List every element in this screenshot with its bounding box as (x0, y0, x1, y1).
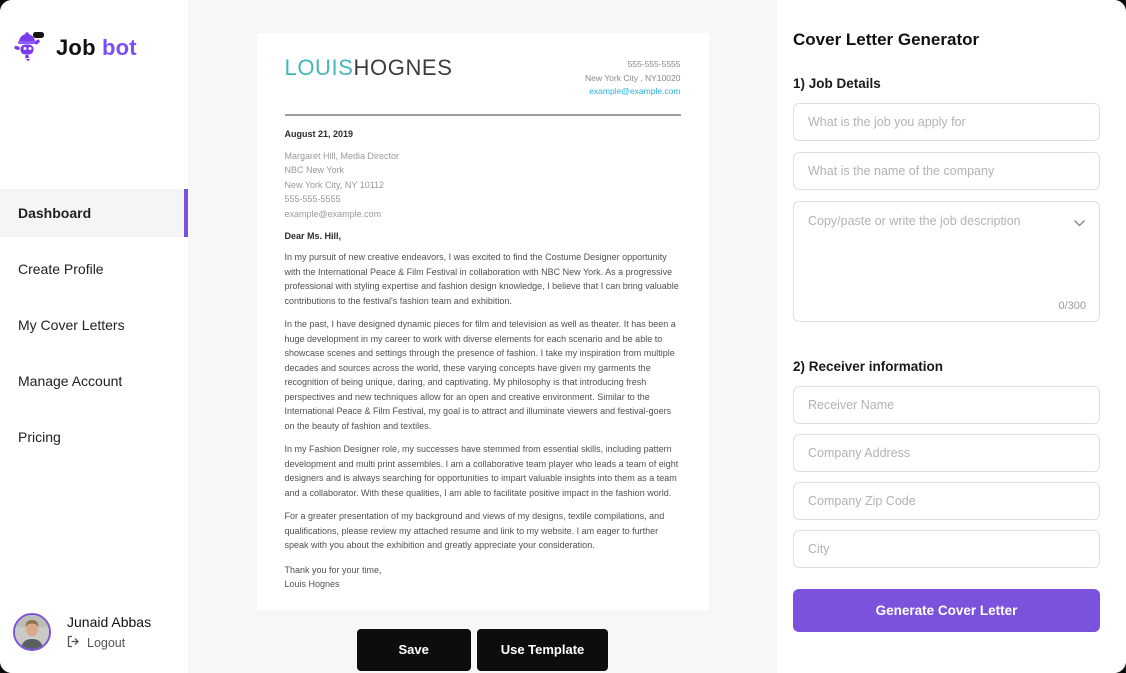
user-name: Junaid Abbas (67, 613, 152, 630)
generate-cover-letter-button[interactable]: Generate Cover Letter (793, 589, 1100, 632)
job-description-textarea[interactable] (794, 202, 1099, 282)
letter-closing-line: Thank you for your time, (284, 564, 382, 575)
sidebar (0, 0, 188, 673)
letterhead-last-name: HOGNES (353, 55, 453, 80)
user-meta (67, 614, 151, 651)
letterhead-phone: 555-555-5555 (627, 59, 681, 69)
sidebar-item-pricing[interactable]: Pricing (18, 429, 61, 445)
job-details-heading: 1) Job Details (793, 76, 881, 91)
letter-closing (285, 563, 681, 592)
letterhead-address: New York City , NY10020 (585, 72, 681, 83)
logout-button[interactable] (67, 635, 151, 651)
jobbot-robot-icon (13, 28, 47, 67)
letterhead-email: example@example.com (589, 86, 681, 96)
letter-date: August 21, 2019 (284, 128, 354, 139)
char-counter: 0/300 (1058, 300, 1086, 312)
city-input[interactable] (793, 530, 1100, 568)
logout-icon (67, 635, 80, 651)
company-name-input[interactable] (793, 152, 1100, 190)
letterhead-name (285, 55, 453, 81)
company-zip-input[interactable] (793, 482, 1100, 520)
cover-letter-paper (257, 33, 709, 610)
receiver-name-input[interactable] (793, 386, 1100, 424)
letterhead-first-name: LOUIS (284, 55, 354, 80)
letterhead-divider (285, 114, 681, 116)
brand-name-secondary: bot (102, 34, 137, 60)
job-title-input[interactable] (793, 103, 1100, 141)
sidebar-item-my-cover-letters[interactable]: My Cover Letters (18, 317, 125, 333)
letter-paragraph: In my pursuit of new creative endeavors, I was excited to find the Costume Designer opportunity with the International Peace & Film Festival in collaboration with NBC New York. As a progressive professional with styling expertise and fashion design knowledge, I believe that I can bring valuable contributions to the festival's fashion team and exhibition. (284, 252, 679, 306)
company-address-input[interactable] (793, 434, 1100, 472)
letterhead (285, 55, 681, 99)
user-box (0, 613, 188, 651)
recipient-line: 555-555-5555 (284, 194, 341, 204)
receiver-info-heading: 2) Receiver information (793, 359, 944, 374)
letter-preview-panel (188, 0, 777, 673)
letter-body (285, 250, 681, 553)
job-description-box (793, 201, 1100, 322)
logout-label: Logout (87, 635, 126, 650)
letter-paragraph: In my Fashion Designer role, my successes have stemmed from essential skills, including pattern development and multi print assembles. I am a collaborative team player who leads a team of eight designers and is always searching for opportunities to impart valuable insights into them as a team and a collaborator. With these qualities, I am able to facilitate positive impact in the fashion world. (284, 444, 679, 498)
recipient-line: New York City, NY 10112 (284, 179, 385, 190)
receiver-fields (793, 386, 1100, 578)
letter-paragraph: For a greater presentation of my background and views of my designs, textile compilations, and qualifications, please review my attached resume and link to my website. I am eager to further speak with you about the exhibition and greatly appreciate your consideration. (284, 511, 665, 550)
recipient-line: example@example.com (284, 208, 382, 219)
letter-paragraph: In the past, I have designed dynamic pieces for film and television as well as theater. It has been a huge development in my career to work with diverse elements for each scenario and be able to showcase scenes and settings through the presence of fashion. I take my inspiration from multiple decades and sources across the world, these varying concepts have given my garments the recognition of being unique, daring, and captivating. My philosophy is that introducing fresh perspectives and new techniques allow for an open and creative environment. Similar to the International Peace & Film Festival, my goal is to attract and illuminate viewers and festival-goers on the beauty of fashion and textiles. (284, 319, 676, 431)
recipient-line: NBC New York (284, 165, 345, 175)
preview-actions (357, 629, 609, 671)
chevron-down-icon[interactable] (1073, 215, 1086, 233)
sidebar-item-create-profile[interactable]: Create Profile (18, 261, 104, 277)
recipient-line: Margaret Hill, Media Director (284, 150, 400, 161)
use-template-button[interactable]: Use Template (477, 629, 609, 671)
letter-signature: Louis Hognes (284, 579, 340, 589)
brand-name (56, 35, 137, 61)
brand-logo (0, 0, 188, 67)
avatar[interactable] (13, 613, 51, 651)
sidebar-nav (0, 189, 188, 469)
sidebar-item-dashboard[interactable]: Dashboard (0, 189, 188, 237)
cover-letter-generator-panel (777, 0, 1126, 673)
sidebar-item-manage-account[interactable]: Manage Account (18, 373, 123, 389)
save-button[interactable]: Save (357, 629, 471, 671)
letterhead-contact (585, 55, 680, 99)
recipient-block (285, 149, 681, 222)
generator-title: Cover Letter Generator (793, 30, 980, 49)
letter-salutation: Dear Ms. Hill, (284, 231, 342, 241)
brand-name-primary: Job (56, 34, 96, 60)
